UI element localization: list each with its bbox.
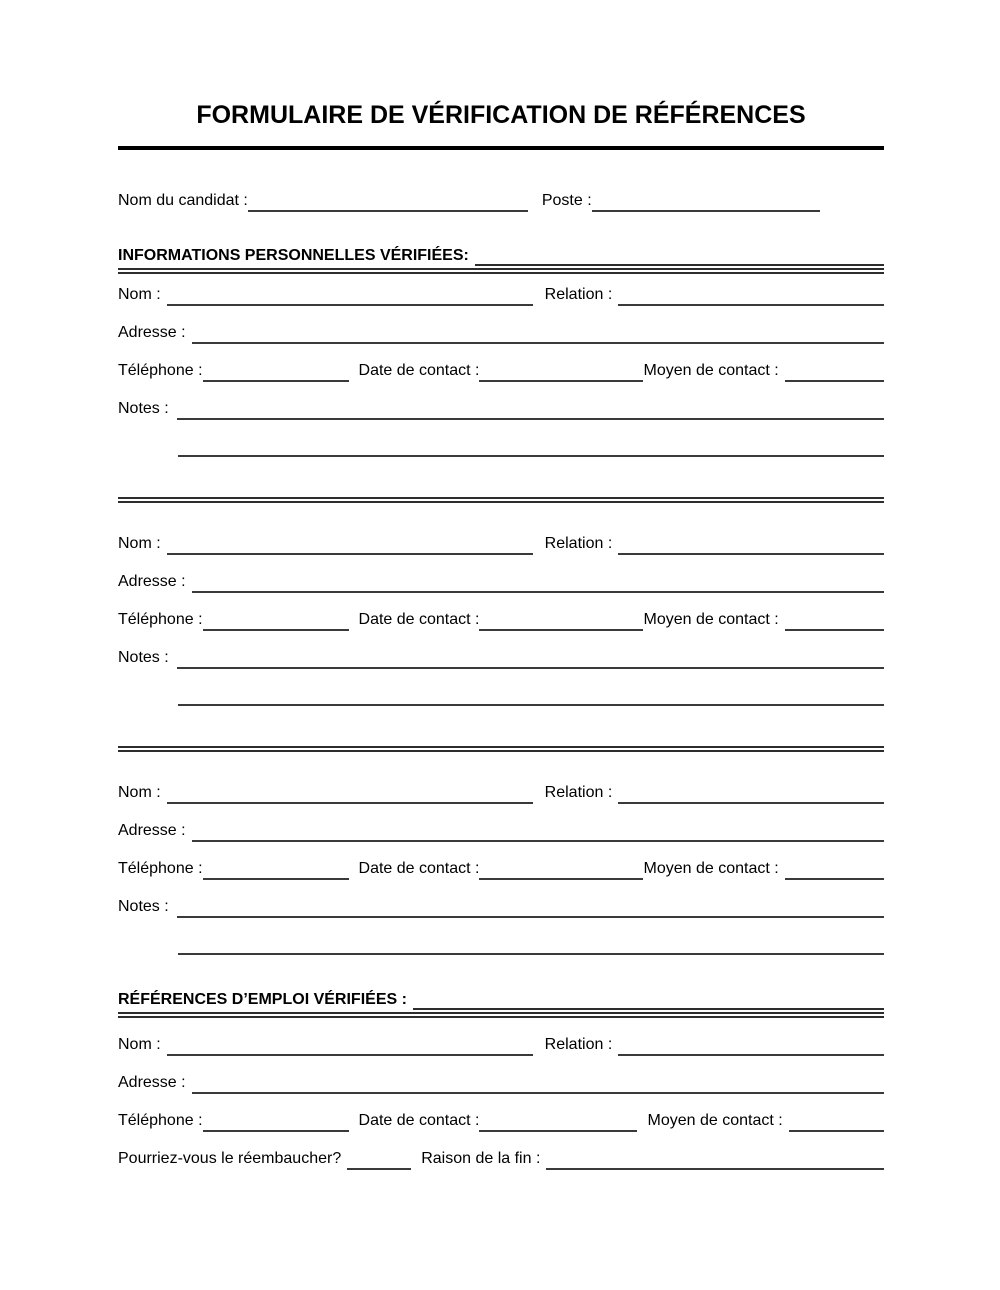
emp-phone-field[interactable] xyxy=(203,1108,349,1132)
section-personal-heading: INFORMATIONS PERSONNELLES VÉRIFIÉES: xyxy=(118,247,469,264)
section-personal-rule xyxy=(118,268,884,274)
ref2-address-label: Adresse : xyxy=(118,573,186,590)
emp-name-row xyxy=(118,1032,884,1056)
section-employment-rule xyxy=(118,1012,884,1018)
emp-contact-date-label: Date de contact : xyxy=(358,1112,480,1129)
ref3-notes-row2 xyxy=(118,931,884,955)
emp-phone-row xyxy=(118,1108,884,1132)
ref1-contact-date-label: Date de contact : xyxy=(358,362,480,379)
ref2-notes-row xyxy=(118,645,884,669)
ref3-notes-field-line2[interactable] xyxy=(178,931,884,955)
ref2-contact-method-field[interactable] xyxy=(785,607,884,631)
ref2-address-field[interactable] xyxy=(192,569,884,593)
ref2-notes-row2 xyxy=(118,682,884,706)
ref2-notes-field-line2[interactable] xyxy=(178,682,884,706)
ref3-contact-method-label: Moyen de contact : xyxy=(643,860,779,877)
ref3-address-row xyxy=(118,818,884,842)
position-label: Poste : xyxy=(541,192,592,209)
ref1-notes-label: Notes : xyxy=(118,400,169,417)
ref2-contact-date-field[interactable] xyxy=(479,607,643,631)
emp-contact-date-field[interactable] xyxy=(479,1108,637,1132)
ref2-relation-field[interactable] xyxy=(618,531,884,555)
ref1-contact-method-label: Moyen de contact : xyxy=(643,362,779,379)
page-title: FORMULAIRE DE VÉRIFICATION DE RÉFÉRENCES xyxy=(196,101,806,129)
ref2-contact-date-label: Date de contact : xyxy=(358,611,480,628)
ref1-relation-label: Relation : xyxy=(544,286,613,303)
ref2-notes-field[interactable] xyxy=(177,645,884,669)
ref2-contact-method-label: Moyen de contact : xyxy=(643,611,779,628)
ref3-contact-date-field[interactable] xyxy=(479,856,643,880)
title-rule xyxy=(118,146,884,150)
emp-rehire-label: Pourriez-vous le réembaucher? xyxy=(118,1150,342,1167)
ref1-phone-label: Téléphone : xyxy=(118,362,203,379)
ref1-relation-field[interactable] xyxy=(618,282,884,306)
emp-phone-label: Téléphone : xyxy=(118,1112,203,1129)
ref3-relation-label: Relation : xyxy=(544,784,613,801)
emp-relation-label: Relation : xyxy=(544,1036,613,1053)
ref2-name-row xyxy=(118,531,884,555)
ref3-notes-row xyxy=(118,894,884,918)
ref3-name-field[interactable] xyxy=(167,780,533,804)
ref3-address-field[interactable] xyxy=(192,818,884,842)
separator-1 xyxy=(118,497,884,503)
ref2-phone-row xyxy=(118,607,884,631)
ref1-name-field[interactable] xyxy=(167,282,533,306)
ref3-relation-field[interactable] xyxy=(618,780,884,804)
ref3-phone-row xyxy=(118,856,884,880)
emp-address-label: Adresse : xyxy=(118,1074,186,1091)
ref1-phone-row xyxy=(118,358,884,382)
ref2-phone-field[interactable] xyxy=(203,607,349,631)
ref1-notes-row2 xyxy=(118,433,884,457)
ref1-address-field[interactable] xyxy=(192,320,884,344)
ref3-address-label: Adresse : xyxy=(118,822,186,839)
section-employment-heading-row xyxy=(118,988,884,1010)
ref1-contact-method-field[interactable] xyxy=(785,358,884,382)
emp-rehire-row xyxy=(118,1146,884,1170)
heading-underline xyxy=(413,988,884,1010)
ref1-notes-field[interactable] xyxy=(177,396,884,420)
emp-rehire-field[interactable] xyxy=(347,1146,411,1170)
emp-address-field[interactable] xyxy=(192,1070,884,1094)
separator-2 xyxy=(118,746,884,752)
ref1-name-row xyxy=(118,282,884,306)
emp-termination-reason-label: Raison de la fin : xyxy=(421,1150,541,1167)
ref3-name-row xyxy=(118,780,884,804)
ref1-contact-date-field[interactable] xyxy=(479,358,643,382)
emp-name-label: Nom : xyxy=(118,1036,161,1053)
ref3-phone-field[interactable] xyxy=(203,856,349,880)
emp-contact-method-label: Moyen de contact : xyxy=(647,1112,783,1129)
ref3-notes-label: Notes : xyxy=(118,898,169,915)
ref3-notes-field[interactable] xyxy=(177,894,884,918)
ref3-contact-method-field[interactable] xyxy=(785,856,884,880)
ref2-notes-label: Notes : xyxy=(118,649,169,666)
ref2-address-row xyxy=(118,569,884,593)
candidate-row xyxy=(118,188,884,212)
section-employment-heading: RÉFÉRENCES D’EMPLOI VÉRIFIÉES : xyxy=(118,991,407,1008)
heading-underline xyxy=(475,244,884,266)
emp-address-row xyxy=(118,1070,884,1094)
ref1-notes-row xyxy=(118,396,884,420)
candidate-name-label: Nom du candidat : xyxy=(118,192,248,209)
ref3-phone-label: Téléphone : xyxy=(118,860,203,877)
ref1-address-row xyxy=(118,320,884,344)
emp-contact-method-field[interactable] xyxy=(789,1108,884,1132)
emp-name-field[interactable] xyxy=(167,1032,533,1056)
emp-relation-field[interactable] xyxy=(618,1032,884,1056)
ref3-contact-date-label: Date de contact : xyxy=(358,860,480,877)
ref2-name-field[interactable] xyxy=(167,531,533,555)
position-field[interactable] xyxy=(592,188,820,212)
ref1-name-label: Nom : xyxy=(118,286,161,303)
ref2-phone-label: Téléphone : xyxy=(118,611,203,628)
ref2-relation-label: Relation : xyxy=(544,535,613,552)
ref3-name-label: Nom : xyxy=(118,784,161,801)
candidate-name-field[interactable] xyxy=(248,188,528,212)
ref2-name-label: Nom : xyxy=(118,535,161,552)
emp-termination-reason-field[interactable] xyxy=(546,1146,884,1170)
section-personal-heading-row xyxy=(118,244,884,266)
ref1-notes-field-line2[interactable] xyxy=(178,433,884,457)
ref1-address-label: Adresse : xyxy=(118,324,186,341)
ref1-phone-field[interactable] xyxy=(203,358,349,382)
